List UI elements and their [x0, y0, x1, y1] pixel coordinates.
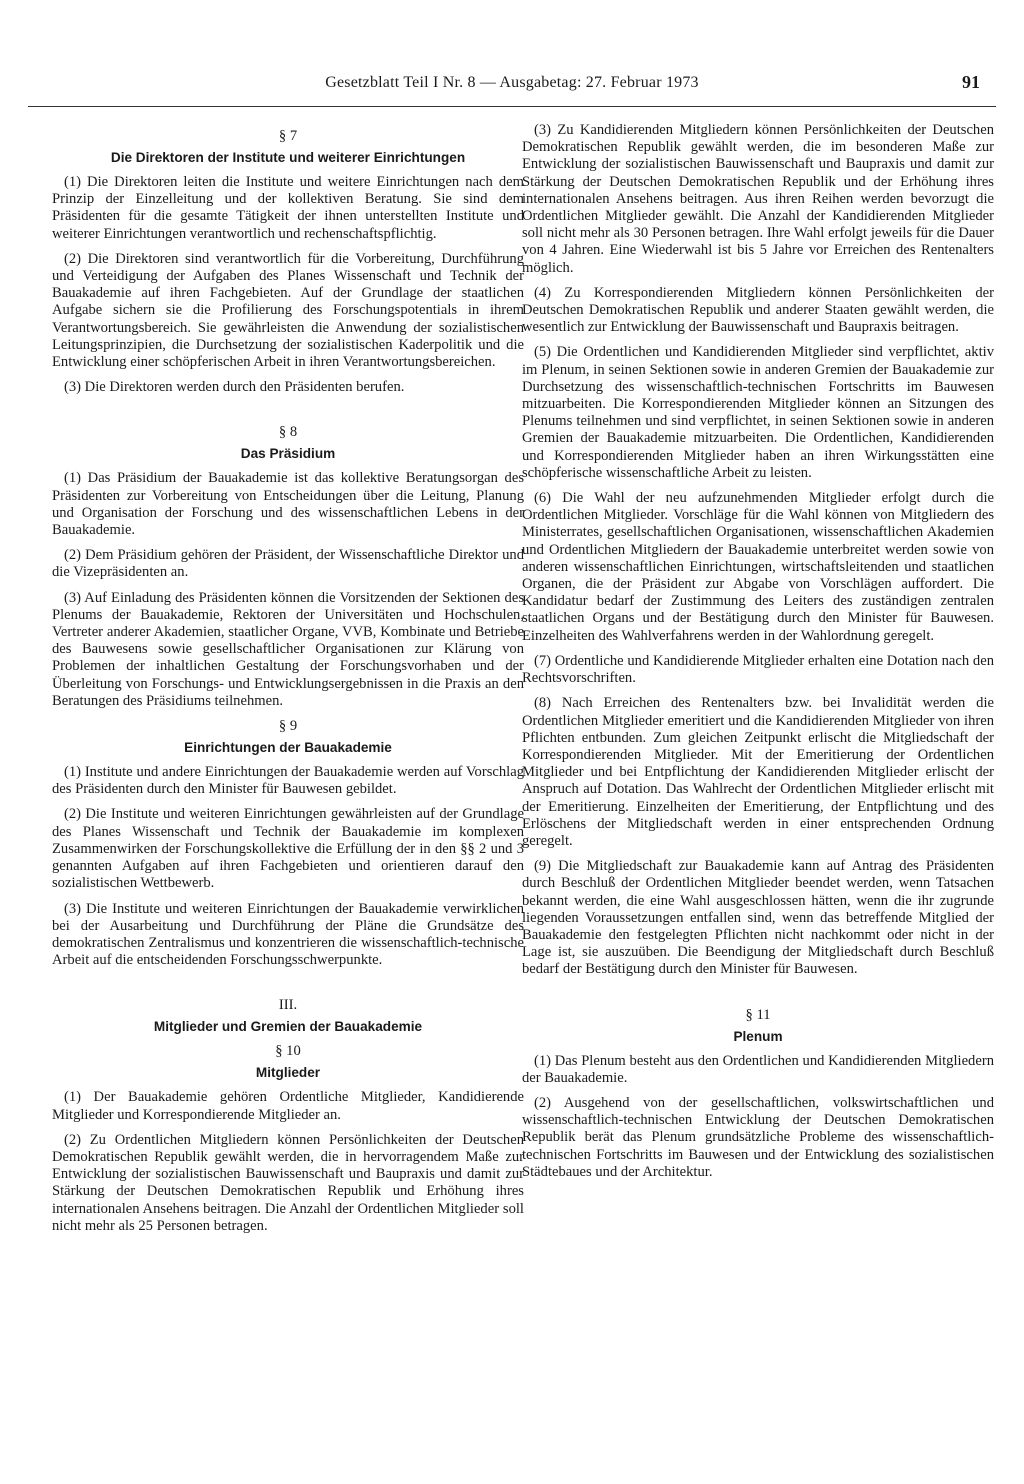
- paragraph: (9) Die Mitgliedschaft zur Bauakademie kann auf Antrag des Präsidenten durch Beschluß der Ordentlichen Mitglieder beendet werden, wenn Tatsachen bekannt werden, die eine Wahl ausgeschlossen hätten, wenn die ihr zugrunde liegenden Voraussetzungen entfallen sind, wenn das betreffende Mitglied der Bauakademie den festgelegten Pflichten nicht nachkommt oder nicht in der Lage ist, sie auszuüben. Die Beendigung der Mitgliedschaft durch Beschluß bedarf der Bestätigung durch den Minister für Bauwesen.: [522, 858, 994, 978]
- paragraph: (1) Institute und andere Einrichtungen der Bauakademie werden auf Vorschlag des Präsidenten durch den Minister für Bauwesen gebildet.: [52, 764, 524, 798]
- paragraph: (5) Die Ordentlichen und Kandidierenden Mitglieder sind verpflichtet, aktiv im Plenum, in seinen Sektionen sowie in anderen Gremien der Bauakademie zur Durchsetzung des wissenschaftlich-technischen Fortschritts im Bauwesen mitzuarbeiten. Die Korrespondierenden Mitglieder können an Sitzungen des Plenums teilnehmen und sind verpflichtet, in seinen Sektionen sowie in anderen Gremien der Bauakademie mitzuarbeiten. Die Ordentlichen, Kandidierenden und Korrespondierenden Mitglieder haben an ihren Wirkungsstätten eine schöpferische wissenschaftliche Arbeit zu leisten.: [522, 344, 994, 481]
- paragraph: (3) Die Institute und weiteren Einrichtungen der Bauakademie verwirklichen bei der Ausarbeitung und Durchführung der Pläne die Grundsätze des demokratischen Zentralismus und konzentrieren die wissenschaftlich-technische Arbeit auf die entscheidenden Forschungsschwerpunkte.: [52, 900, 524, 969]
- spacer: [52, 404, 524, 418]
- spacer: [52, 977, 524, 991]
- page-header: [28, 66, 996, 107]
- paragraph: (2) Dem Präsidium gehören der Präsident, der Wissenschaftliche Direktor und die Vizepräsidenten an.: [52, 547, 524, 581]
- header-title: Gesetzblatt Teil I Nr. 8 — Ausgabetag: 27. Februar 1973: [325, 74, 699, 91]
- section-title: Das Präsidium: [240, 446, 336, 462]
- paragraph: (1) Der Bauakademie gehören Ordentliche Mitglieder, Kandidierende Mitglieder und Korrespondierende Mitglieder an.: [52, 1089, 524, 1123]
- section-title: Die Direktoren der Institute und weiterer Einrichtungen: [110, 150, 466, 165]
- paragraph: (3) Die Direktoren werden durch den Präsidenten berufen.: [64, 379, 405, 396]
- paragraph: (3) Auf Einladung des Präsidenten können die Vorsitzenden der Sektionen des Plenums der Bauakademie, Rektoren der Universitäten und Hochschulen, Vertreter anderer Akademien, staatlicher Organe, VVB, Kombinate und Betriebe des Bauwesens sowie gesellschaftlicher Organisationen zur Klärung von Problemen der inhaltlichen Gestaltung der Forschungsvorhaben und der Überleitung von Forschungs- und Entwicklungsergebnissen in die Praxis an den Beratungen des Präsidiums teilnehmen.: [52, 589, 524, 709]
- chapter-number: III.: [278, 997, 298, 1014]
- section-title: Plenum: [733, 1028, 783, 1044]
- section-number: § 11: [745, 1006, 771, 1023]
- paragraph: (2) Ausgehend von der gesellschaftlichen, volkswirtschaftlichen und wissenschaftlich-technischen Entwicklung der Deutschen Demokratischen Republik berät das Plenum grundsätzliche Probleme des wissenschaftlich-technischen Fortschritts im Bauwesen und der Entwicklung des sozialistischen Städtebaues und der Architektur.: [522, 1094, 994, 1180]
- paragraph: (2) Die Direktoren sind verantwortlich für die Vorbereitung, Durchführung und Verteidigung der Aufgaben des Planes Wissenschaft und Technik der Bauakademie auf ihren Fachgebieten. Auf der Grundlage der staatlichen Aufgabe sichern sie die Profilierung des Forschungspotentials in ihrem Verantwortungsbereich. Sie gewährleisten die Anwendung der sozialistischen Leitungsprinzipien, die Durchsetzung der sozialistischen Kaderpolitik und die Entwicklung einer schöpferischen Arbeit in ihren Verantwortungsbereichen.: [52, 250, 524, 371]
- section-number: § 9: [278, 718, 298, 735]
- spacer: [522, 987, 994, 1001]
- paragraph: (7) Ordentliche und Kandidierende Mitglieder erhalten eine Dotation nach den Rechtsvorschriften.: [522, 652, 994, 687]
- paragraph: (3) Zu Kandidierenden Mitgliedern können Persönlichkeiten der Deutschen Demokratischen Republik gewählt werden, die im besonderen Maße zur Entwicklung der sozialistischen Bauwissenschaft und Baupraxis und damit zur Stärkung der Deutschen Demokratischen Republik und der Erhöhung ihres internationalen Ansehens beitragen. Aus ihren Reihen werden bevorzugt die Ordentlichen Mitglieder gewählt. Die Anzahl der Kandidierenden Mitglieder soll nicht mehr als 30 Personen betragen. Ihre Wahl erfolgt jeweils für die Dauer von 4 Jahren. Eine Wiederwahl ist bis 5 Jahre vor Erreichen des Rentenalters möglich.: [522, 122, 994, 276]
- left-column: [52, 122, 524, 1243]
- page-number: 91: [962, 72, 980, 92]
- paragraph: (2) Zu Ordentlichen Mitgliedern können Persönlichkeiten der Deutschen Demokratischen Republik gewählt werden, die in hervorragendem Maße zur Entwicklung der sozialistischen Bauwissenschaft und Baupraxis und damit zur Stärkung der Deutschen Demokratischen Republik und Erhöhung ihres internationalen Ansehens beitragen. Die Anzahl der Ordentlichen Mitglieder soll nicht mehr als 25 Personen betragen.: [52, 1131, 524, 1234]
- chapter-title: Mitglieder und Gremien der Bauakademie: [153, 1019, 423, 1035]
- section-number: § 8: [278, 424, 298, 441]
- paragraph: (1) Das Präsidium der Bauakademie ist das kollektive Beratungsorgan des Präsidenten zur Vorbereitung von Entscheidungen über die Leitung, Planung und Organisation der Forschung und des wissenschaftlichen Lebens in der Bauakademie.: [52, 470, 524, 539]
- paragraph: (1) Das Plenum besteht aus den Ordentlichen und Kandidierenden Mitgliedern der Bauakademie.: [522, 1052, 994, 1086]
- paragraph: (2) Die Institute und weiteren Einrichtungen gewährleisten auf der Grundlage des Planes Wissenschaft und Technik der Bauakademie im komplexen Zusammenwirken der Forschungskollektive die Erfüllung der in den §§ 2 und 3 genannten Aufgaben auf ihren Fachgebieten und orientieren darauf den sozialistischen Wettbewerb.: [52, 806, 524, 892]
- right-column: [522, 122, 994, 1189]
- section-number: § 10: [275, 1043, 301, 1060]
- paragraph: (4) Zu Korrespondierenden Mitgliedern können Persönlichkeiten der Deutschen Demokratischen Republik und anderer Staaten gewählt werden, die wesentlich zur Entwicklung der Bauwissenschaft und Baupraxis beitragen.: [522, 284, 994, 336]
- section-title: Mitglieder: [255, 1065, 321, 1081]
- section-title: Einrichtungen der Bauakademie: [184, 740, 392, 756]
- paragraph: (6) Die Wahl der neu aufzunehmenden Mitglieder erfolgt durch die Ordentlichen Mitglieder. Vorschläge für die Wahl können von Mitgliedern des Ministerrates, gesellschaftlichen Organisationen, wissenschaftlichen Akademien und Ordentlichen Mitgliedern der Bauakademie unterbreitet werden sowie von anderen wissenschaftlichen Einrichtungen, wirtschaftsleitenden und staatlichen Organen, die der Präsident zur Abgabe von Vorschlägen auffordert. Die Kandidatur bedarf der Zustimmung des Leiters des zuständigen zentralen staatlichen Organs und der Bestätigung durch den Minister für Bauwesen. Einzelheiten des Wahlverfahrens werden in der Wahlordnung geregelt.: [522, 490, 994, 644]
- paragraph: (8) Nach Erreichen des Rentenalters bzw. bei Invalidität werden die Ordentlichen Mitglieder emeritiert und die Kandidierenden Mitglieder von ihren Pflichten entbunden. Zum gleichen Zeitpunkt erlischt die Mitgliedschaft der Korrespondierenden Mitglieder. Mit der Emeritierung der Ordentlichen Mitglieder und bei Entpflichtung der Kandidierenden Mitglieder erlischt der Anspruch auf Dotation. Das Wahlrecht der Ordentlichen Mitglieder erlischt mit der Emeritierung. Einzelheiten der Emeritierung, der Entpflichtung und des Erlöschens der Mitgliedschaft werden in einer entsprechenden Ordnung geregelt.: [522, 695, 994, 849]
- paragraph: (1) Die Direktoren leiten die Institute und weitere Einrichtungen nach dem Prinzip der Einzelleitung und der kollektiven Beratung. Sie sind dem Präsidenten für die gesamte Tätigkeit der ihnen unterstellten Institute und weiterer Einrichtungen verantwortlich und rechenschaftspflichtig.: [52, 174, 524, 242]
- section-number: § 7: [278, 128, 298, 144]
